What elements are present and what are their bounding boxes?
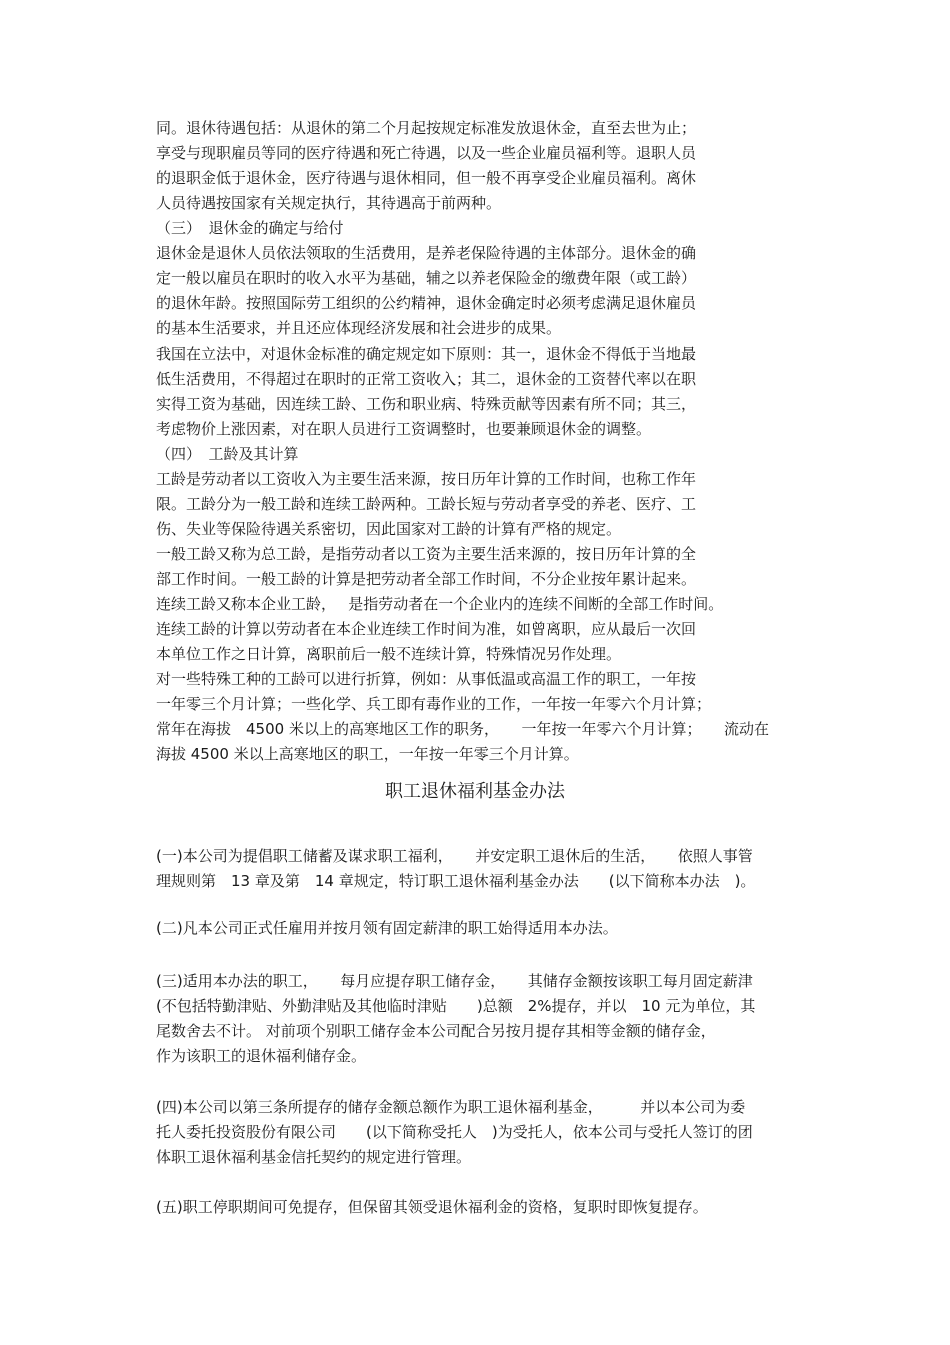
body-text-line: 的基本生活要求，并且还应体现经济发展和社会进步的成果。: [156, 319, 562, 337]
body-text-line: 伤、失业等保险待遇关系密切，因此国家对工龄的计算有严格的规定。: [156, 520, 622, 538]
section-heading: （三） 退休金的确定与给付: [156, 219, 344, 237]
body-text-line: 部工作时间。一般工龄的计算是把劳动者全部工作时间，不分企业按年累计起来。: [156, 570, 697, 588]
body-text-line: 定一般以雇员在职时的收入水平为基础，辅之以养老保险金的缴费年限（或工龄）: [156, 269, 697, 287]
body-text-line: 连续工龄的计算以劳动者在本企业连续工作时间为准，如曾离职，应从最后一次回: [156, 620, 697, 638]
body-text-line: 海拔 4500 米以上高寒地区的职工，一年按一年零三个月计算。: [156, 745, 579, 763]
body-text-line: 人员待遇按国家有关规定执行，其待遇高于前两种。: [156, 194, 502, 212]
article-line: 尾数舍去不计。 对前项个别职工储存金本公司配合另按月提存其相等金额的储存金，: [156, 1022, 716, 1040]
article-line: (三)适用本办法的职工， 每月应提存职工储存金， 其储存金额按该职工每月固定薪津: [156, 972, 753, 990]
article-line: (四)本公司以第三条所提存的储存金额总额作为职工退休福利基金， 并以本公司为委: [156, 1098, 746, 1116]
body-text-line: 一年零三个月计算；一些化学、兵工即有毒作业的工作，一年按一年零六个月计算；: [156, 695, 712, 713]
body-text-line: 低生活费用，不得超过在职时的正常工资收入；其二，退休金的工资替代率以在职: [156, 370, 697, 388]
body-text-line: 一般工龄又称为总工龄，是指劳动者以工资为主要生活来源的，按日历年计算的全: [156, 545, 697, 563]
body-text-line: 的退休年龄。按照国际劳工组织的公约精神，退休金确定时必须考虑满足退休雇员: [156, 294, 697, 312]
article-line: 理规则第 13 章及第 14 章规定，特订职工退休福利基金办法 (以下简称本办法 )。: [156, 872, 756, 890]
body-text-line: 的退职金低于退休金，医疗待遇与退休相同，但一般不再享受企业雇员福利。离休: [156, 169, 697, 187]
body-text-line: 工龄是劳动者以工资收入为主要生活来源，按日历年计算的工作时间，也称工作年: [156, 470, 697, 488]
body-text-line: 退休金是退休人员依法领取的生活费用，是养老保险待遇的主体部分。退休金的确: [156, 244, 697, 262]
body-text-line: 同。退休待遇包括：从退休的第二个月起按规定标准发放退休金，直至去世为止；: [156, 119, 697, 137]
article-line: (一)本公司为提倡职工储蓄及谋求职工福利， 并安定职工退休后的生活， 依照人事管: [156, 847, 753, 865]
body-text-line: 享受与现职雇员等同的医疗待遇和死亡待遇，以及一些企业雇员福利等。退职人员: [156, 144, 697, 162]
body-text-line: 连续工龄又称本企业工龄， 是指劳动者在一个企业内的连续不间断的全部工作时间。: [156, 595, 724, 613]
body-text-line: 限。工龄分为一般工龄和连续工龄两种。工龄长短与劳动者享受的养老、医疗、工: [156, 495, 697, 513]
article-line: (二)凡本公司正式任雇用并按月领有固定薪津的职工始得适用本办法。: [156, 919, 618, 937]
section-heading: （四） 工龄及其计算: [156, 445, 299, 463]
document-title: 职工退休福利基金办法: [385, 781, 565, 802]
article-line: 作为该职工的退休福利储存金。: [156, 1047, 367, 1065]
body-text-line: 考虑物价上涨因素，对在职人员进行工资调整时，也要兼顾退休金的调整。: [156, 420, 652, 438]
article-line: 体职工退休福利基金信托契约的规定进行管理。: [156, 1148, 472, 1166]
body-text-line: 我国在立法中，对退休金标准的确定规定如下原则：其一，退休金不得低于当地最: [156, 345, 697, 363]
article-line: (五)职工停职期间可免提存，但保留其领受退休福利金的资格，复职时即恢复提存。: [156, 1198, 708, 1216]
article-line: (不包括特勤津贴、外勤津贴及其他临时津贴 )总额 2%提存，并以 10 元为单位，其: [156, 997, 756, 1015]
article-line: 托人委托投资股份有限公司 (以下简称受托人 )为受托人，依本公司与受托人签订的团: [156, 1123, 753, 1141]
body-text-line: 对一些特殊工种的工龄可以进行折算，例如：从事低温或高温工作的职工，一年按: [156, 670, 697, 688]
body-text-line: 实得工资为基础，因连续工龄、工伤和职业病、特殊贡献等因素有所不同；其三，: [156, 395, 697, 413]
body-text-line: 本单位工作之日计算，离职前后一般不连续计算，特殊情况另作处理。: [156, 645, 622, 663]
body-text-line: 常年在海拔 4500 米以上的高寒地区工作的职务， 一年按一年零六个月计算； 流动在: [156, 720, 769, 738]
